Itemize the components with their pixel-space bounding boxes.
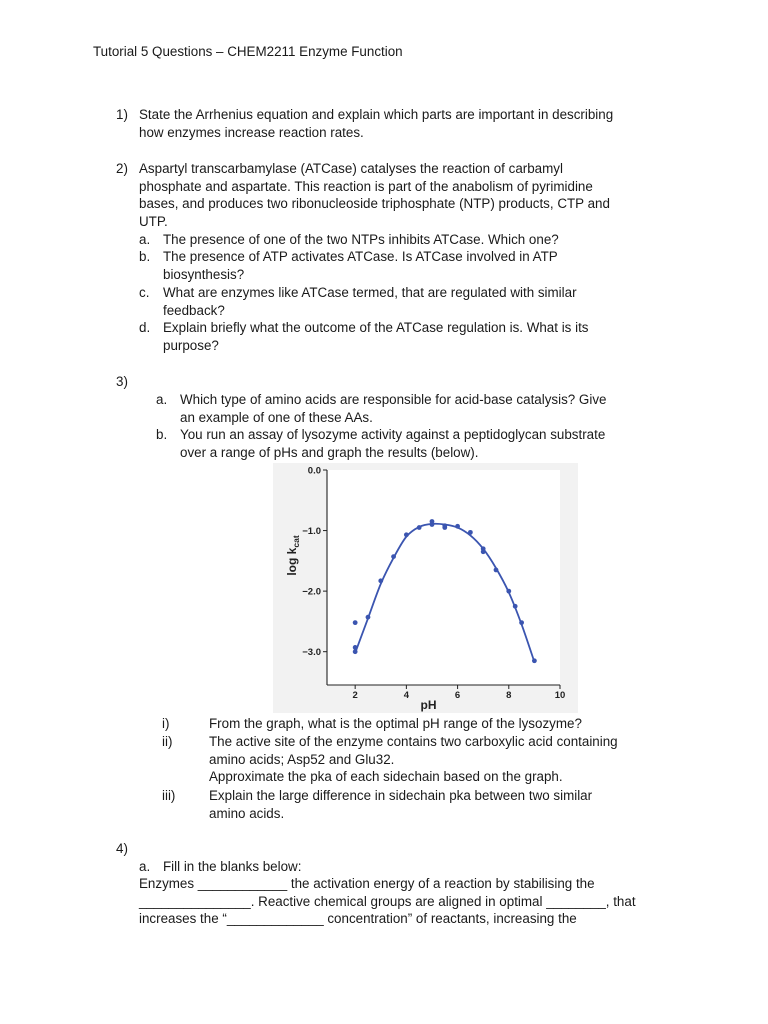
subitem-label: i)	[162, 716, 170, 731]
subquestion-text: The presence of one of the two NTPs inhibits ATCase. Which one?	[163, 232, 559, 247]
y-axis-label-main: log k	[285, 547, 299, 576]
subquestion-text: over a range of pHs and graph the results (below).	[180, 444, 479, 460]
subitem-text: The active site of the enzyme contains two carboxylic acid containing	[209, 734, 618, 749]
data-point	[430, 519, 435, 524]
data-point	[378, 578, 383, 583]
data-point	[468, 530, 473, 535]
subquestion-text: Fill in the blanks below:	[163, 859, 302, 874]
subitem-text: amino acids.	[209, 805, 285, 821]
subitem-text: amino acids; Asp52 and Glu32.	[209, 751, 395, 767]
y-tick-label: 0.0	[307, 465, 321, 477]
data-point	[353, 620, 358, 625]
subquestion-label: a.	[139, 232, 151, 247]
x-tick-label: 2	[352, 690, 358, 701]
x-tick-label: 4	[403, 690, 410, 701]
x-tick-label: 6	[454, 690, 461, 701]
x-axis-label: pH	[420, 698, 437, 712]
subquestion-label: a.	[139, 859, 151, 874]
data-point	[353, 645, 358, 650]
question-number: 3)	[116, 374, 128, 389]
subquestion-text: Explain briefly what the outcome of the ATCase regulation is. What is its	[163, 320, 589, 335]
y-tick-label: −3.0	[302, 647, 321, 659]
subitem-text: Approximate the pka of each sidechain based on the graph.	[209, 769, 563, 784]
data-point	[442, 525, 447, 530]
x-tick-label: 10	[554, 690, 566, 701]
data-point	[417, 525, 422, 530]
subquestion-text: What are enzymes like ATCase termed, that are regulated with similar	[163, 285, 577, 300]
data-point	[455, 524, 460, 529]
y-axis-label	[285, 535, 301, 575]
question-text: State the Arrhenius equation and explain which parts are important in describing	[139, 107, 614, 122]
question-text: Aspartyl transcarbamylase (ATCase) catalyses the reaction of carbamyl	[139, 161, 563, 176]
question-text: bases, and produces two ribonucleoside triphosphate (NTP) products, CTP and	[139, 196, 610, 211]
question-text: UTP.	[139, 213, 168, 229]
data-point	[353, 649, 358, 654]
fill-in-blank-text: _______________. Reactive chemical groups are aligned in optimal ________, that	[139, 893, 636, 909]
question-number: 4)	[116, 841, 128, 856]
question-number: 1)	[116, 107, 128, 122]
data-point	[366, 615, 371, 620]
question-number: 2)	[116, 161, 128, 176]
y-tick-label: −1.0	[302, 526, 321, 538]
subquestion-text: You run an assay of lysozyme activity against a peptidoglycan substrate	[180, 427, 606, 442]
data-point	[404, 532, 409, 537]
subquestion-text: an example of one of these AAs.	[180, 409, 373, 425]
y-tick-label: −2.0	[302, 586, 321, 598]
subquestion-text: The presence of ATP activates ATCase. Is ATCase involved in ATP	[163, 249, 558, 264]
data-point	[481, 549, 486, 554]
data-point	[494, 568, 499, 573]
page-header: Tutorial 5 Questions – CHEM2211 Enzyme Function	[93, 44, 403, 59]
data-point	[532, 658, 537, 663]
subitem-label: ii)	[162, 734, 173, 749]
subquestion-text: purpose?	[163, 337, 219, 353]
subquestion-label: b.	[139, 249, 151, 264]
subquestion-text: feedback?	[163, 302, 225, 318]
y-axis-label-subscript: cat	[291, 535, 301, 548]
subquestion-text: Which type of amino acids are responsible for acid-base catalysis? Give	[180, 392, 607, 407]
subitem-label: iii)	[162, 788, 176, 803]
data-point	[506, 589, 511, 594]
question-text: phosphate and aspartate. This reaction is part of the anabolism of pyrimidine	[139, 178, 593, 194]
x-tick-label: 8	[506, 690, 512, 701]
question-text: how enzymes increase reaction rates.	[139, 124, 364, 140]
subquestion-label: c.	[139, 285, 150, 300]
data-point	[519, 620, 524, 625]
subitem-text: Explain the large difference in sidechain pka between two similar	[209, 788, 593, 803]
fill-in-blank-text: Enzymes ____________ the activation energy of a reaction by stabilising the	[139, 876, 595, 891]
subquestion-label: b.	[156, 427, 168, 442]
subquestion-text: biosynthesis?	[163, 266, 245, 282]
data-point	[513, 604, 518, 609]
chart-figure	[273, 463, 578, 713]
plot-area	[327, 470, 560, 685]
data-point	[391, 554, 396, 559]
fill-in-blank-text: increases the “_____________ concentration” of reactants, increasing the	[139, 911, 577, 926]
subquestion-label: d.	[139, 320, 151, 335]
subitem-text: From the graph, what is the optimal pH range of the lysozyme?	[209, 716, 582, 731]
ph-activity-chart	[273, 463, 578, 713]
subquestion-label: a.	[156, 392, 168, 407]
